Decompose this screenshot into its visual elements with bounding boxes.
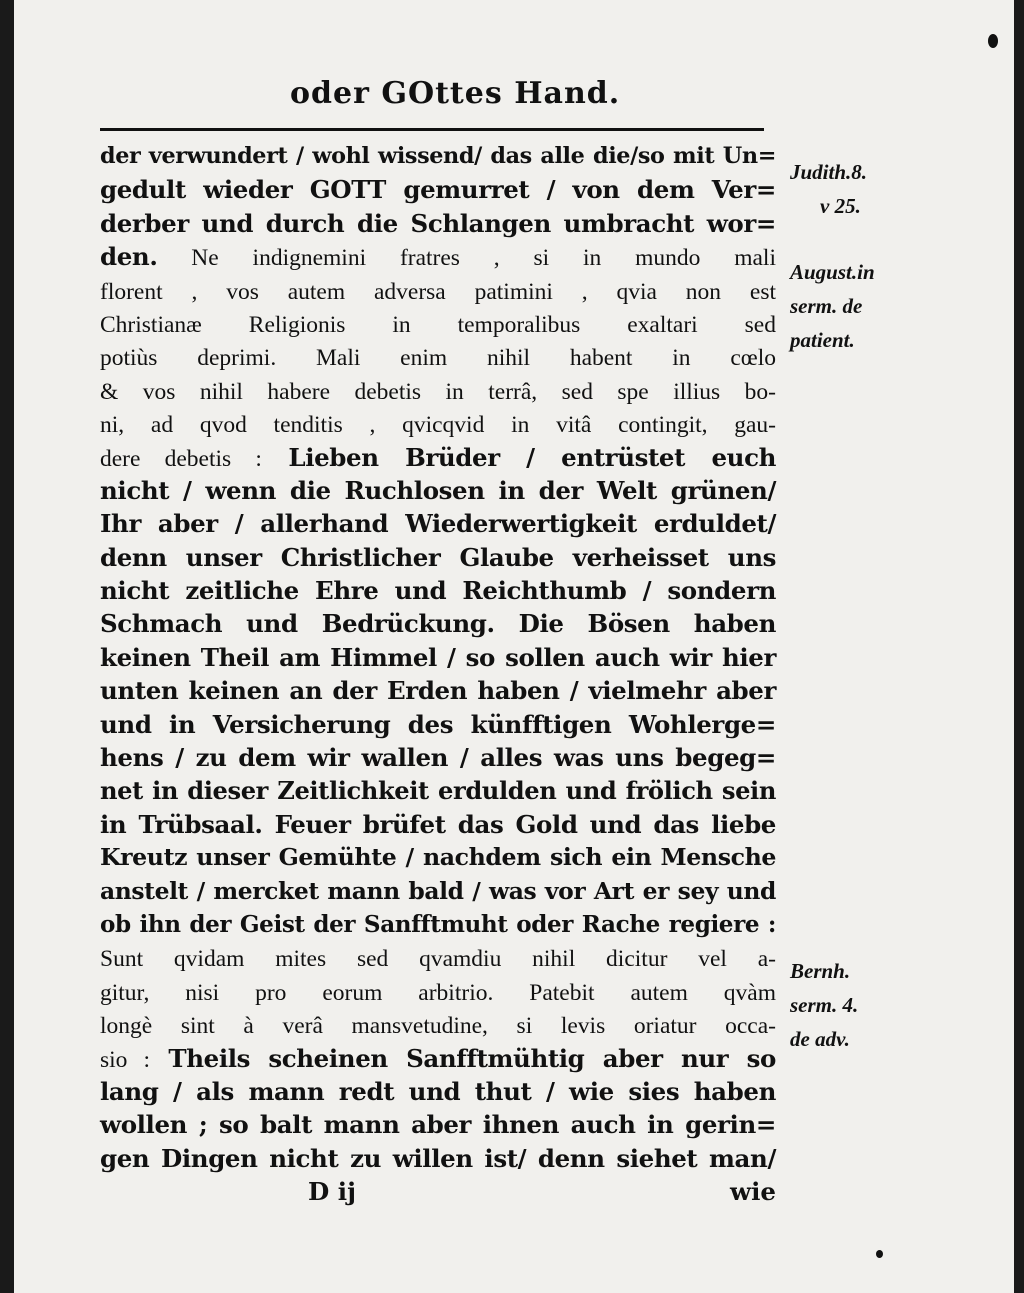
text-line (100, 708, 776, 741)
text-lines (100, 140, 776, 1175)
latin-text: Ne indignemini fratres , si in mundo mali (157, 245, 776, 272)
text-line (100, 1142, 776, 1175)
text-line (100, 574, 776, 607)
german-text: keinen Theil am Himmel / so sollen auch wir hier (100, 642, 776, 672)
margin-note-line: v 25. (820, 194, 861, 218)
body-text (100, 140, 776, 1209)
latin-text: gitur, nisi pro eorum arbitrio. Patebit autem qvàm (100, 979, 776, 1006)
german-text: gedult wieder GOTT gemurret / von dem Ver= (100, 175, 776, 205)
text-line (100, 741, 776, 774)
text-line (100, 340, 776, 373)
german-text: wollen ; so balt mann aber ihnen auch in gerin= (100, 1110, 776, 1140)
ink-speck (988, 34, 998, 48)
german-text: der verwundert / wohl wissend/ das alle die/so mit Un= (100, 143, 776, 169)
text-line (100, 507, 776, 540)
margin-note-line: patient. (790, 328, 855, 352)
german-text: Kreutz unser Gemühte / nachdem sich ein Mensche (100, 843, 776, 872)
page-footer-line (100, 1175, 776, 1208)
text-line (100, 774, 776, 807)
text-line (100, 975, 776, 1008)
german-text: nicht / wenn die Ruchlosen in der Welt grünen/ (100, 475, 776, 505)
latin-text: longè sint à verâ mansvetudine, si levis oriatur occa- (100, 1013, 776, 1040)
text-line (100, 207, 776, 240)
text-line (100, 407, 776, 440)
german-text: ob ihn der Geist der Sanfftmuht oder Rache regiere : (100, 910, 776, 938)
text-line (100, 274, 776, 307)
margin-note-line: Bernh. (790, 959, 851, 983)
text-line (100, 875, 776, 908)
text-line (100, 307, 776, 340)
catchword: wie (730, 1177, 776, 1207)
latin-text: potiùs deprimi. Mali enim nihil habent in cœlo (100, 345, 776, 372)
german-text: gen Dingen nicht zu willen ist/ denn siehet man/ (100, 1143, 776, 1173)
german-text: anstelt / mercket mann bald / was vor Art er sey und (100, 876, 776, 905)
header-rule (100, 128, 764, 131)
german-text: und in Versicherung des künfftigen Wohlerge= (100, 709, 776, 739)
german-text: denn unser Christlicher Glaube verheisset uns (100, 542, 776, 572)
text-line (100, 374, 776, 407)
text-line (100, 808, 776, 841)
text-line (100, 441, 776, 474)
signature-mark: D ij (308, 1177, 356, 1207)
text-line (100, 474, 776, 507)
latin-text: Christianæ Religionis in temporalibus exaltari sed (100, 311, 776, 338)
german-text: lang / als mann redt und thut / wie sies haben (100, 1076, 776, 1106)
text-line (100, 240, 776, 273)
german-text: hens / zu dem wir wallen / alles was uns begeg= (100, 743, 776, 773)
latin-text: Sunt qvidam mites sed qvamdiu nihil dicitur vel a- (100, 946, 776, 973)
german-text: in Trübsaal. Feuer brüfet das Gold und das liebe (100, 809, 776, 839)
text-line (100, 607, 776, 640)
german-text: Schmach und Bedrückung. Die Bösen haben (100, 609, 776, 639)
latin-text: ni, ad qvod tenditis , qvicqvid in vitâ contingit, gau- (100, 412, 776, 439)
text-line (100, 908, 776, 941)
latin-text: & vos nihil habere debetis in terrâ, sed spe illius bo- (100, 378, 776, 405)
text-line (100, 841, 776, 874)
text-line (100, 674, 776, 707)
german-text: Theils scheinen Sanfftmühtig aber nur so (150, 1043, 776, 1073)
running-header: oder GOttes Hand. (290, 76, 621, 111)
margin-note-line: de adv. (790, 1027, 850, 1051)
ink-speck (876, 1250, 883, 1258)
text-line (100, 541, 776, 574)
margin-note-line: Judith.8. (790, 160, 868, 184)
text-line (100, 941, 776, 974)
margin-note-line: August.in (790, 260, 875, 284)
german-text: nicht zeitliche Ehre und Reichthumb / sondern (100, 576, 776, 606)
german-text: derber und durch die Schlangen umbracht wor= (100, 208, 776, 238)
margin-note-judith (790, 155, 900, 223)
text-line (100, 641, 776, 674)
text-line (100, 1108, 776, 1141)
text-line (100, 140, 776, 173)
german-text: Lieben Brüder / entrüstet euch (261, 442, 776, 472)
margin-note-augustine (790, 255, 900, 357)
text-line (100, 1075, 776, 1108)
margin-note-bernhard (790, 954, 900, 1056)
text-line (100, 1008, 776, 1041)
latin-text: florent , vos autem adversa patimini , qvia non est (100, 278, 776, 305)
margin-note-line: serm. 4. (790, 993, 859, 1017)
latin-text: sio : (100, 1046, 151, 1073)
latin-text: dere debetis : (100, 445, 262, 472)
margin-note-line: serm. de (790, 294, 863, 318)
german-text: unten keinen an der Erden haben / vielmehr aber (100, 676, 776, 706)
german-text: net in dieser Zeitlichkeit erdulden und frölich sein (100, 776, 776, 806)
text-line (100, 173, 776, 206)
text-line (100, 1042, 776, 1075)
german-text: den. (100, 242, 158, 272)
german-text: Ihr aber / allerhand Wiederwertigkeit erduldet/ (100, 509, 776, 539)
